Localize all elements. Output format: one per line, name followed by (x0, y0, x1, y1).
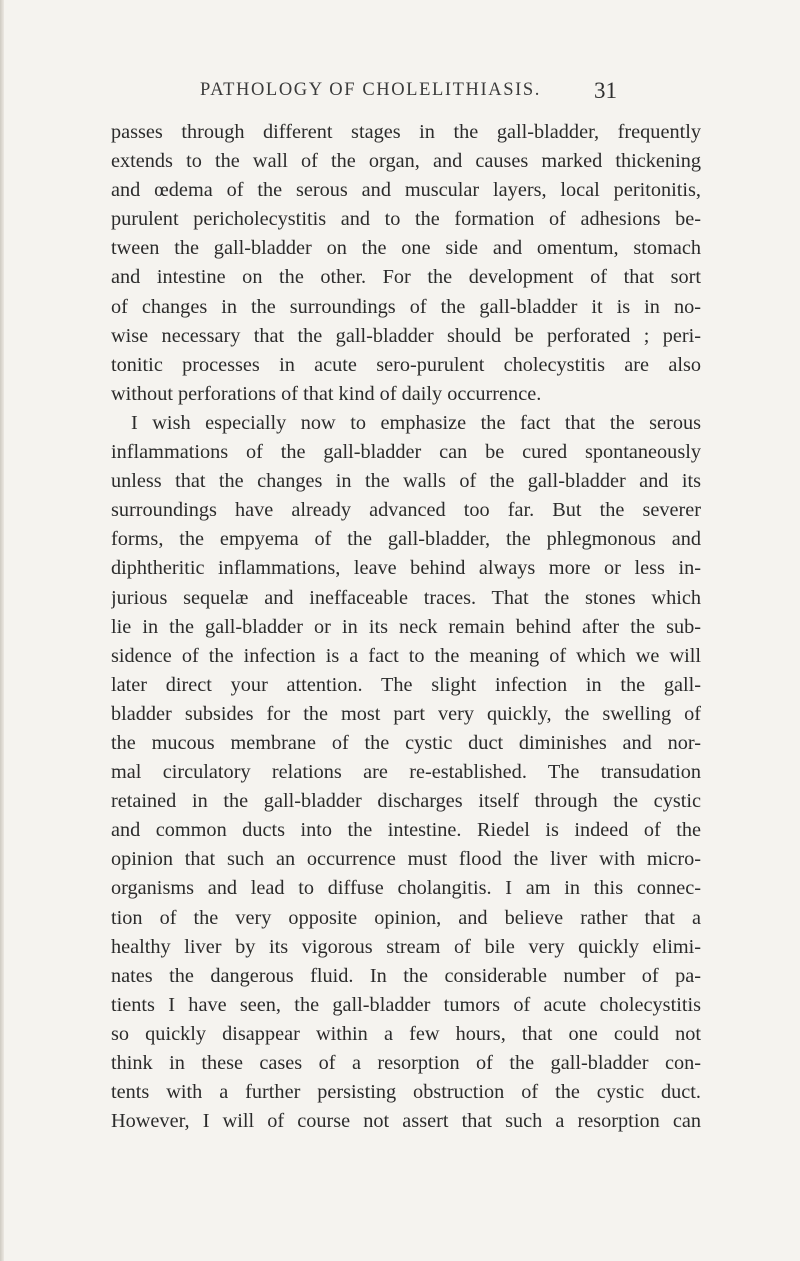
text-line: tween the gall-bladder on the one side and omentum, stomach (111, 237, 701, 260)
text-line: inflammations of the gall-bladder can be cured spontaneously (111, 441, 701, 464)
text-line: without perforations of that kind of daily occurrence. (111, 382, 542, 405)
text-line: and common ducts into the intestine. Riedel is indeed of the (111, 819, 701, 842)
page-header (0, 80, 800, 110)
text-line: the mucous membrane of the cystic duct diminishes and nor- (111, 731, 701, 754)
text-line: purulent pericholecystitis and to the formation of adhesions be- (111, 208, 701, 231)
text-line: healthy liver by its vigorous stream of bile very quickly elimi- (111, 935, 701, 958)
text-line: organisms and lead to diffuse cholangitis. I am in this connec- (111, 877, 701, 900)
text-line: mal circulatory relations are re-established. The transudation (111, 761, 701, 784)
text-line: so quickly disappear within a few hours, that one could not (111, 1022, 701, 1045)
text-line: tion of the very opposite opinion, and believe rather that a (111, 906, 701, 929)
text-line: tonitic processes in acute sero-purulent cholecystitis are also (111, 353, 701, 376)
text-line: jurious sequelæ and ineffaceable traces. That the stones which (111, 586, 701, 609)
text-line: later direct your attention. The slight infection in the gall- (111, 673, 701, 696)
text-line: surroundings have already advanced too far. But the severer (111, 499, 701, 522)
body-text (111, 118, 701, 1136)
running-title: PATHOLOGY OF CHOLELITHIASIS. (200, 80, 541, 100)
text-line: think in these cases of a resorption of the gall-bladder con- (111, 1052, 701, 1074)
text-line: wise necessary that the gall-bladder should be perforated ; peri- (111, 324, 701, 347)
text-line: tients I have seen, the gall-bladder tumors of acute cholecystitis (111, 993, 701, 1016)
text-line: I wish especially now to emphasize the fact that the serous (131, 411, 701, 434)
text-line: unless that the changes in the walls of the gall-bladder and its (111, 470, 701, 493)
text-line: tents with a further persisting obstruction of the cystic duct. (111, 1081, 701, 1104)
text-line: opinion that such an occurrence must flood the liver with micro- (111, 848, 701, 871)
page-number: 31 (594, 78, 617, 103)
text-line: However, I will of course not assert that such a resorption can (111, 1110, 701, 1133)
text-line: nates the dangerous fluid. In the considerable number of pa- (111, 964, 701, 987)
text-line: retained in the gall-bladder discharges itself through the cystic (111, 790, 701, 813)
text-line: and œdema of the serous and muscular layers, local peritonitis, (111, 179, 701, 202)
text-line: extends to the wall of the organ, and causes marked thickening (111, 150, 701, 173)
text-line: diphtheritic inflammations, leave behind always more or less in- (111, 557, 701, 580)
text-line: bladder subsides for the most part very quickly, the swelling of (111, 702, 701, 725)
text-line: sidence of the infection is a fact to the meaning of which we will (111, 644, 701, 667)
text-line: and intestine on the other. For the development of that sort (111, 266, 701, 289)
page-binding-edge (0, 0, 4, 1261)
text-line: forms, the empyema of the gall-bladder, the phlegmonous and (111, 528, 701, 551)
text-line: of changes in the surroundings of the gall-bladder it is in no- (111, 295, 701, 318)
text-line: lie in the gall-bladder or in its neck remain behind after the sub- (111, 615, 701, 638)
text-line: passes through different stages in the gall-bladder, frequently (111, 121, 701, 143)
